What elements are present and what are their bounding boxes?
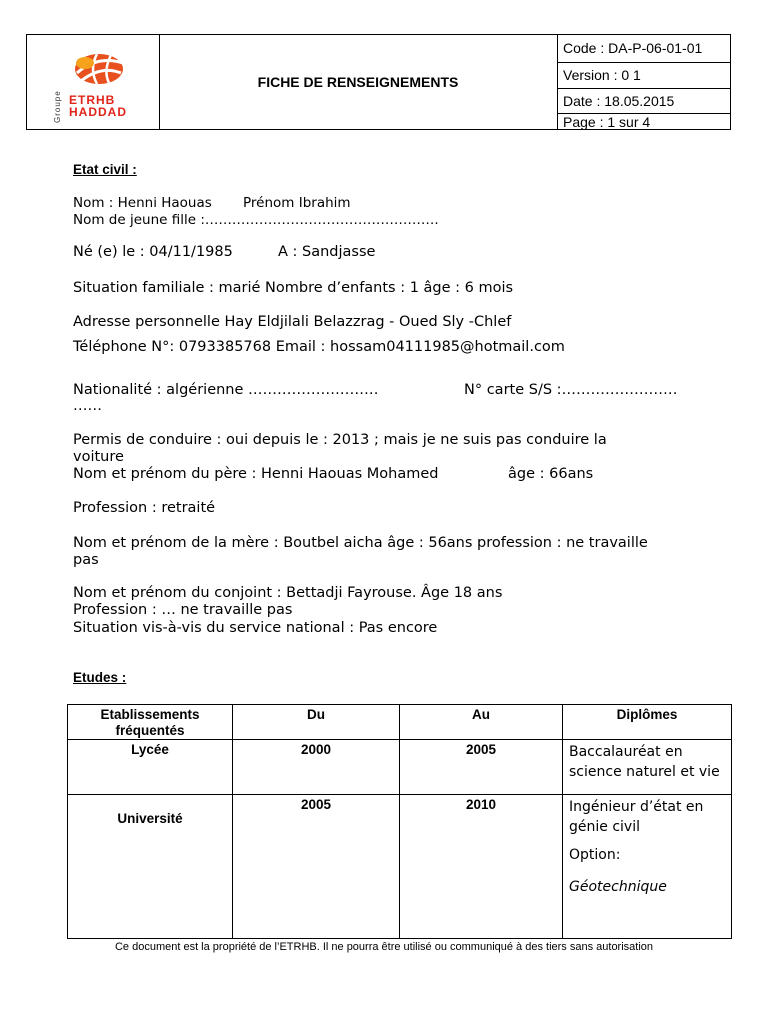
field-telephone-email: Téléphone N°: 0793385768 Email : hossam04111985@hotmail.com — [73, 339, 565, 355]
field-profession: Profession : retraité — [73, 500, 216, 516]
field-pere-age: âge : 66ans — [508, 466, 594, 482]
field-permis-line2: voiture — [73, 449, 124, 465]
col-header-diplomes: Diplômes — [563, 705, 732, 740]
col-header-etablissements: Etablissements fréquentés — [68, 705, 233, 740]
meta-date: Date : 18.05.2015 — [558, 89, 730, 114]
logo-cell — [27, 35, 160, 129]
cell-etablissement: Lycée — [68, 740, 233, 795]
studies-table — [67, 704, 732, 939]
cell-etablissement-text: Université — [117, 811, 183, 826]
section-heading-etat-civil: Etat civil : — [73, 162, 137, 177]
option-label: Option: — [569, 847, 621, 863]
diplome-text: Ingénieur d’état en génie civil — [569, 799, 704, 835]
footer-disclaimer: Ce document est la propriété de l’ETRHB. Il ne pourra être utilisé ou communiqué à des tiers sans autorisation — [114, 941, 654, 953]
field-date-naissance: Né (e) le : 04/11/1985 — [73, 244, 233, 260]
document-title: FICHE DE RENSEIGNEMENTS — [159, 35, 558, 129]
field-lieu-naissance: A : Sandjasse — [278, 244, 376, 260]
logo-group-label: Groupe — [53, 90, 62, 123]
field-conjoint-profession: Profession : … ne travaille pas — [73, 602, 293, 618]
field-nom-jeune-fille: Nom de jeune fille :……………………………………………. — [73, 212, 439, 228]
option-value: Géotechnique — [569, 879, 667, 895]
cell-au: 2005 — [400, 740, 563, 795]
section-heading-etudes: Etudes : — [73, 670, 127, 685]
field-carte-ss-cont: …… — [73, 398, 102, 414]
meta-page: Page : 1 sur 4 — [563, 114, 651, 130]
table-row — [68, 740, 732, 795]
logo-haddad-text: HADDAD — [69, 105, 127, 119]
meta-version: Version : 0 1 — [558, 63, 730, 89]
document-meta — [558, 35, 730, 129]
cell-diplome: Baccalauréat en science naturel et vie — [563, 740, 732, 795]
table-row — [68, 795, 732, 939]
cell-etablissement — [68, 795, 233, 939]
cell-au: 2010 — [400, 795, 563, 939]
field-situation-familiale: Situation familiale : marié Nombre d’enfants : 1 âge : 6 mois — [73, 280, 514, 296]
field-mere-line1: Nom et prénom de la mère : Boutbel aicha âge : 56ans profession : ne travaille — [73, 535, 648, 551]
field-prenom: Prénom Ibrahim — [243, 195, 351, 211]
field-permis-line1: Permis de conduire : oui depuis le : 2013 ; mais je ne suis pas conduire la — [73, 432, 607, 448]
field-pere: Nom et prénom du père : Henni Haouas Mohamed — [73, 466, 439, 482]
meta-code: Code : DA-P-06-01-01 — [558, 35, 730, 63]
cell-du: 2005 — [233, 795, 400, 939]
col-header-du: Du — [233, 705, 400, 740]
etrhb-logo — [45, 49, 155, 127]
field-conjoint: Nom et prénom du conjoint : Bettadji Fayrouse. Âge 18 ans — [73, 585, 503, 601]
logo-etrhb-text: ETRHB — [69, 93, 116, 107]
field-mere-line2: pas — [73, 552, 99, 568]
cell-du: 2000 — [233, 740, 400, 795]
field-nom: Nom : Henni Haouas — [73, 195, 212, 211]
field-carte-ss: N° carte S/S :…………………… — [464, 382, 678, 398]
field-service-national: Situation vis-à-vis du service national : Pas encore — [73, 620, 438, 636]
field-nationalite: Nationalité : algérienne ……………………… — [73, 382, 379, 398]
logo-ball-icon — [67, 51, 127, 91]
table-header-row — [68, 705, 732, 740]
field-adresse: Adresse personnelle Hay Eldjilali Belazzrag - Oued Sly -Chlef — [73, 314, 512, 330]
col-header-au: Au — [400, 705, 563, 740]
cell-diplome — [563, 795, 732, 939]
document-header — [26, 34, 731, 130]
